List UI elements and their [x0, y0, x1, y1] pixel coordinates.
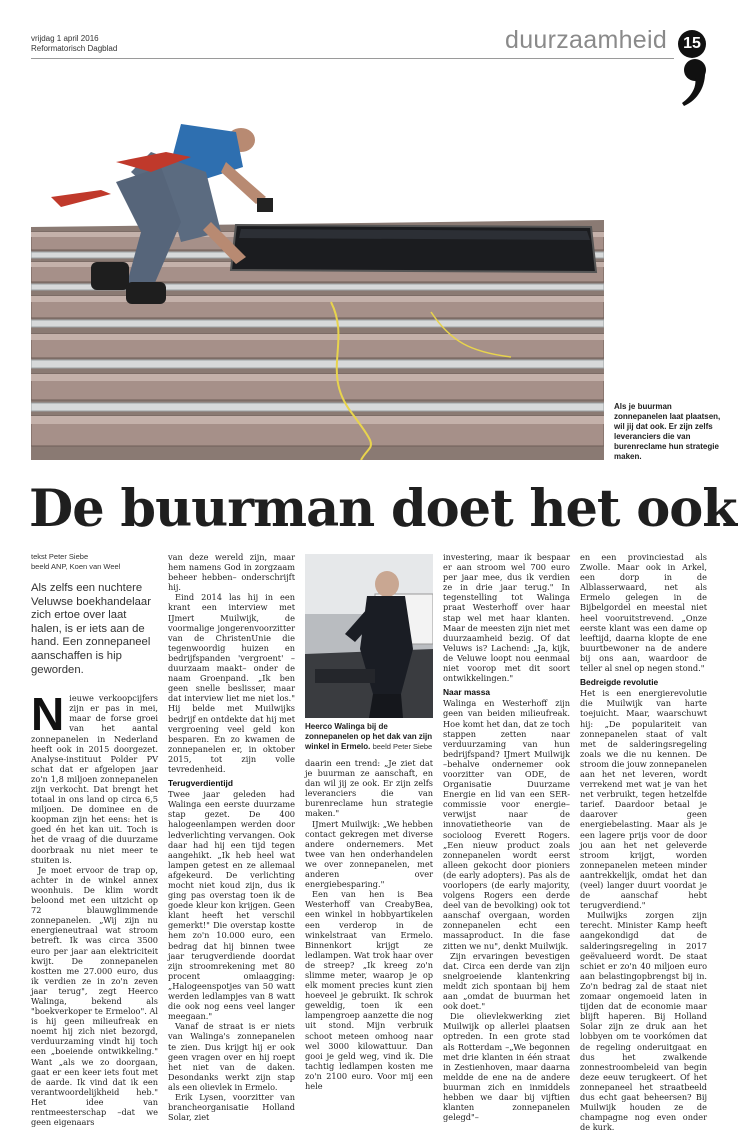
article-intro: Als zelfs een nuchtere Veluwse boekhandelaar zich ertoe over laat halen, is er iets aan de hand. Een zonnepaneel aanschaffen is hip geworden.: [31, 582, 151, 676]
paragraph: en een provinciestad als Zwolle. Maar ook in Arkel, een dorp in de Alblasserwaard, net als Ermelo gelegen in de Bijbelgordel en meestal niet heel vooruitstrevend. „Onze eerste klant was een dame op leeftijd, daarna klopte de ene buurtbewoner na de andere bij ons aan, waardoor de teller al snel op negen stond.": [580, 552, 707, 674]
subheading: Naar massa: [443, 687, 491, 698]
header-paper: Reformatorisch Dagblad: [31, 44, 118, 53]
paragraph: Die olievlekwerking ziet Muilwijk op allerlei plaatsen optreden. In een grote stad als Rotterdam –„We begonnen met drie klanten in één straat in Zestienhoven, maar daarna meldde de ene na de andere buurman zich en inmiddels hebben we daar bij vijftien klanten zonnepanelen gelegd"–: [443, 1011, 570, 1123]
header-date: vrijdag 1 april 2016: [31, 34, 99, 43]
paragraph: ieuwe verkoopcijfers zijn er pas in mei, maar de forse groei van het aantal zonnepanelen in Nederland heeft ook in 2015 doorgezet. Analyse-instituut Polder PV schat dat er afgelopen jaar zo'n 1,8 miljoen zonnepanelen zijn verkocht. Dat brengt het totaal in ons land op circa 6,5 miljoen. De dominee en de koopman zijn het eens: het is goed én het kan uit. Toch is het de vraag of die duurzame doorbraak nu niet meer te stuiten is.: [31, 693, 158, 865]
rooftop-solar-photo: [31, 112, 604, 460]
article-column-1: [31, 552, 158, 1127]
header-divider: [31, 58, 674, 59]
inset-caption-text: Heerco Walinga bij de zonnepanelen op het dak van zijn winkel in Ermelo.: [305, 722, 433, 751]
article-column-4: [443, 552, 570, 1122]
article-column-5: [580, 552, 707, 1132]
walinga-portrait-photo: [305, 554, 433, 718]
page-number: 15: [678, 30, 706, 58]
paragraph: Walinga en Westerhoff zijn geen van beiden milieufreak. Hoe komt het dan, dat ze toch stappen zetten naar verduurzaming van hun bedrijfspand? IJmert Muilwijk –behalve ondernemer ook voorzitter van ODE, de Organisatie Duurzame Energie en lid van een SER-commissie voor energie– verwijst naar de innovatietheorie van de socioloog Everett Rogers. „Een nieuw product zoals zonnepanelen wordt eerst alleen gekocht door pioniers (de early adopters). Pas als de voorlopers (de early majority, volgens Rogers een derde deel van de bevolking) ook tot aanschaf overgaan, worden zonnepanelen echt een massaproduct. In die fase zitten we nu", denkt Muilwijk.: [443, 698, 570, 951]
paragraph: Twee jaar geleden had Walinga een eerste duurzame stap gezet. De 400 halogeenlampen werden door ledverlichting vervangen. Ook daar had hij een tijd tegen aangehikt. „Ik heb heel wat lampen getest en ze allemaal afgekeurd. De verlichting mocht niet koud zijn, dus ik ging pas overstag toen ik de goede kleur kon krijgen. Geen klant heeft het verschil gemerkt!" Die overstap kostte hem zo'n 10.000 euro, een bedrag dat hij binnen twee jaar terugverdiende doordat zijn stroomrekening met 80 procent omlaagging: „Halogeenspotjes van 50 watt werden ledlampjes van 8 watt die ook nog eens veel langer meegaan.": [168, 789, 295, 1022]
header-date-block: [31, 34, 117, 54]
article-column-3: [305, 758, 433, 1091]
byline-photo: beeld ANP, Koen van Weel: [31, 561, 121, 571]
headline: De buurman doet het ook: [29, 479, 737, 539]
paragraph: IJmert Muilwijk: „We hebben contact gekregen met diverse andere ondernemers. Met twee van hen onderhandelen we over zonnepanelen, met anderen over energiebesparing.": [305, 818, 433, 890]
paragraph: Zijn ervaringen bevestigen dat. Circa een derde van zijn snelgroeiende klantenkring meldt zich spontaan bij hem aan „omdat de buurman het ook doet.": [443, 950, 570, 1012]
drop-cap: N: [31, 688, 65, 741]
section-title: duurzaamheid: [505, 26, 668, 54]
paragraph: daarin een trend: „Je ziet dat je buurman ze aanschaft, en dan wil jij ze ook. Er zijn zelfs leveranciers die van burenreclame hun strategie maken.": [305, 758, 433, 819]
paragraph: Vanaf de straat is er niets van Walinga's zonnepanelen te zien. Dus krijgt hij er ook geen vragen over en hij roept het niet van de daken. Desondanks werkt zijn stap als een olievlek in Ermelo.: [168, 1021, 295, 1092]
byline-author: tekst Peter Siebe: [31, 552, 89, 561]
paragraph: van deze wereld zijn, maar hem namens God in zorgzaam beheer hebben– onderschrijft hij.: [168, 552, 295, 593]
subheading: Bedreigde revolutie: [580, 677, 659, 688]
inset-caption: [305, 722, 435, 752]
paragraph: investering, maar ik bespaar er aan stroom wel 700 euro per jaar mee, dus ik verdien ze in drie jaar terug." In tegenstelling tot Walinga praat Westerhoff over haar stap wel met haar klanten. Maar de meesten zijn niet met duurzaamheid bezig. Of dat Veluws is? Lachend: „Ja, kijk, de Veluwe loopt nou eenmaal niet voorop met dit soort ontwikkelingen.": [443, 552, 570, 684]
article-column-2: [168, 552, 295, 1122]
paragraph: Muilwijks zorgen zijn terecht. Minister Kamp heeft aangekondigd dat de salderingsregeling in 2017 geëvalueerd wordt. De staat schiet er zo'n 40 miljoen euro aan belastingopbrengst bij in. Zo'n bedrag zal de staat niet zomaar ongemoeid laten in tijden dat de economie maar blijft haperen. Bij Holland Solar zijn ze druk aan het lobbyen om te voorkómen dat de regeling onderuitgaat en dus het zwalkende zonnestroombeleid van begin deze eeuw terugkeert. Of het zonnepaneel het straatbeeld dus echt gaat beheersen? Bij Muilwijk houden ze de champagne nog even onder de kurk.: [580, 910, 707, 1132]
inset-caption-credit: beeld Peter Siebe: [372, 742, 433, 751]
paragraph: Het is een energierevolutie die Muilwijk van harte toejuicht. Maar, waarschuwt hij: „De populariteit van zonnepanelen staat of valt met de salderingsregeling zoals we die nu kennen. De stroom die jouw zonnepanelen aan het net leveren, wordt verrekend met wat je van het net verbruikt, tegen hetzelfde tarief. Daardoor betaal je daarover geen energiebelasting. Maar als je een lagere prijs voor de door jou aan het net geleverde stroom krijgt, worden zonnepanelen meteen minder aantrekkelijk, omdat het dan (veel) langer duurt voordat je de aanschaf hebt terugverdiend.": [580, 688, 707, 911]
subheading: Terugverdientijd: [168, 778, 233, 789]
paragraph: Je moet ervoor de trap op, achter in de winkel annex woonhuis. De klim wordt beloond met een uitzicht op 72 blauwglimmende zonnepanelen. „Wij zijn nu energieneutraal wat stroom betreft. Ik was circa 3500 euro per jaar aan elektriciteit kwijt. De zonnepanelen kostten me 27.000 euro, dus ik verdien ze in zo'n zeven jaar terug", zegt Heerco Walinga, bekend als "boekverkoper te Ermeloo". Al is hij geen milieufreak en noemt hij zich niet bezorgd, verduurzaming vindt hij toch een „boeiende ontwikkeling." Want „als we zo doorgaan, gaat er een keer iets fout met de aarde. Ik vind dat ik een verantwoordelijkheid heb." Het idee van rentmeesterschap –dat we geen eigenaars: [31, 864, 158, 1128]
comma-logo-icon: [678, 56, 714, 108]
photo-caption: Als je buurman zonnepanelen laat plaatsen, wil jij dat ook. Er zijn zelfs leveranciers die van burenreclame hun strategie maken.: [614, 402, 721, 461]
paragraph: Een van hen is Bea Westerhoff van CreabyBea, een winkel in hobbyartikelen een verderop in de winkelstraat van Ermelo. Binnenkort krijgt ze ledlampen. Wat trok haar over de streep? „Ik kreeg zo'n slimme meter, waarop je op elk moment precies kunt zien hoeveel je gebruikt. Ik schrok geweldig, toen ik een lampengroep aanzette die nog uit stond. Mijn verbruik schoot meteen omhoog naar wel 3000 kilowattuur. Dan gooi je geld weg, vind ik. Die tachtig ledlampen kosten me zo'n 2100 euro. Voor mij een hele: [305, 889, 433, 1091]
paragraph: Erik Lysen, voorzitter van brancheorganisatie Holland Solar, ziet: [168, 1091, 295, 1123]
paragraph: Eind 2014 las hij in een krant een interview met IJmert Muilwijk, de voormalige jongerenvoorzitter van de ChristenUnie die tegenwoordig huizen en bedrijfspanden 'vergroent' –duurzaam maakt– onder de naam Groenpand. „Ik ben geen snelle beslisser, maar dat interview liet me niet los." Hij belde met Muilwijks bedrijf en ontdekte dat hij met vergroening veel geld kon besparen. En zo kwamen de zonnepanelen er, in oktober 2015, tot zijn volle tevredenheid.: [168, 592, 295, 774]
